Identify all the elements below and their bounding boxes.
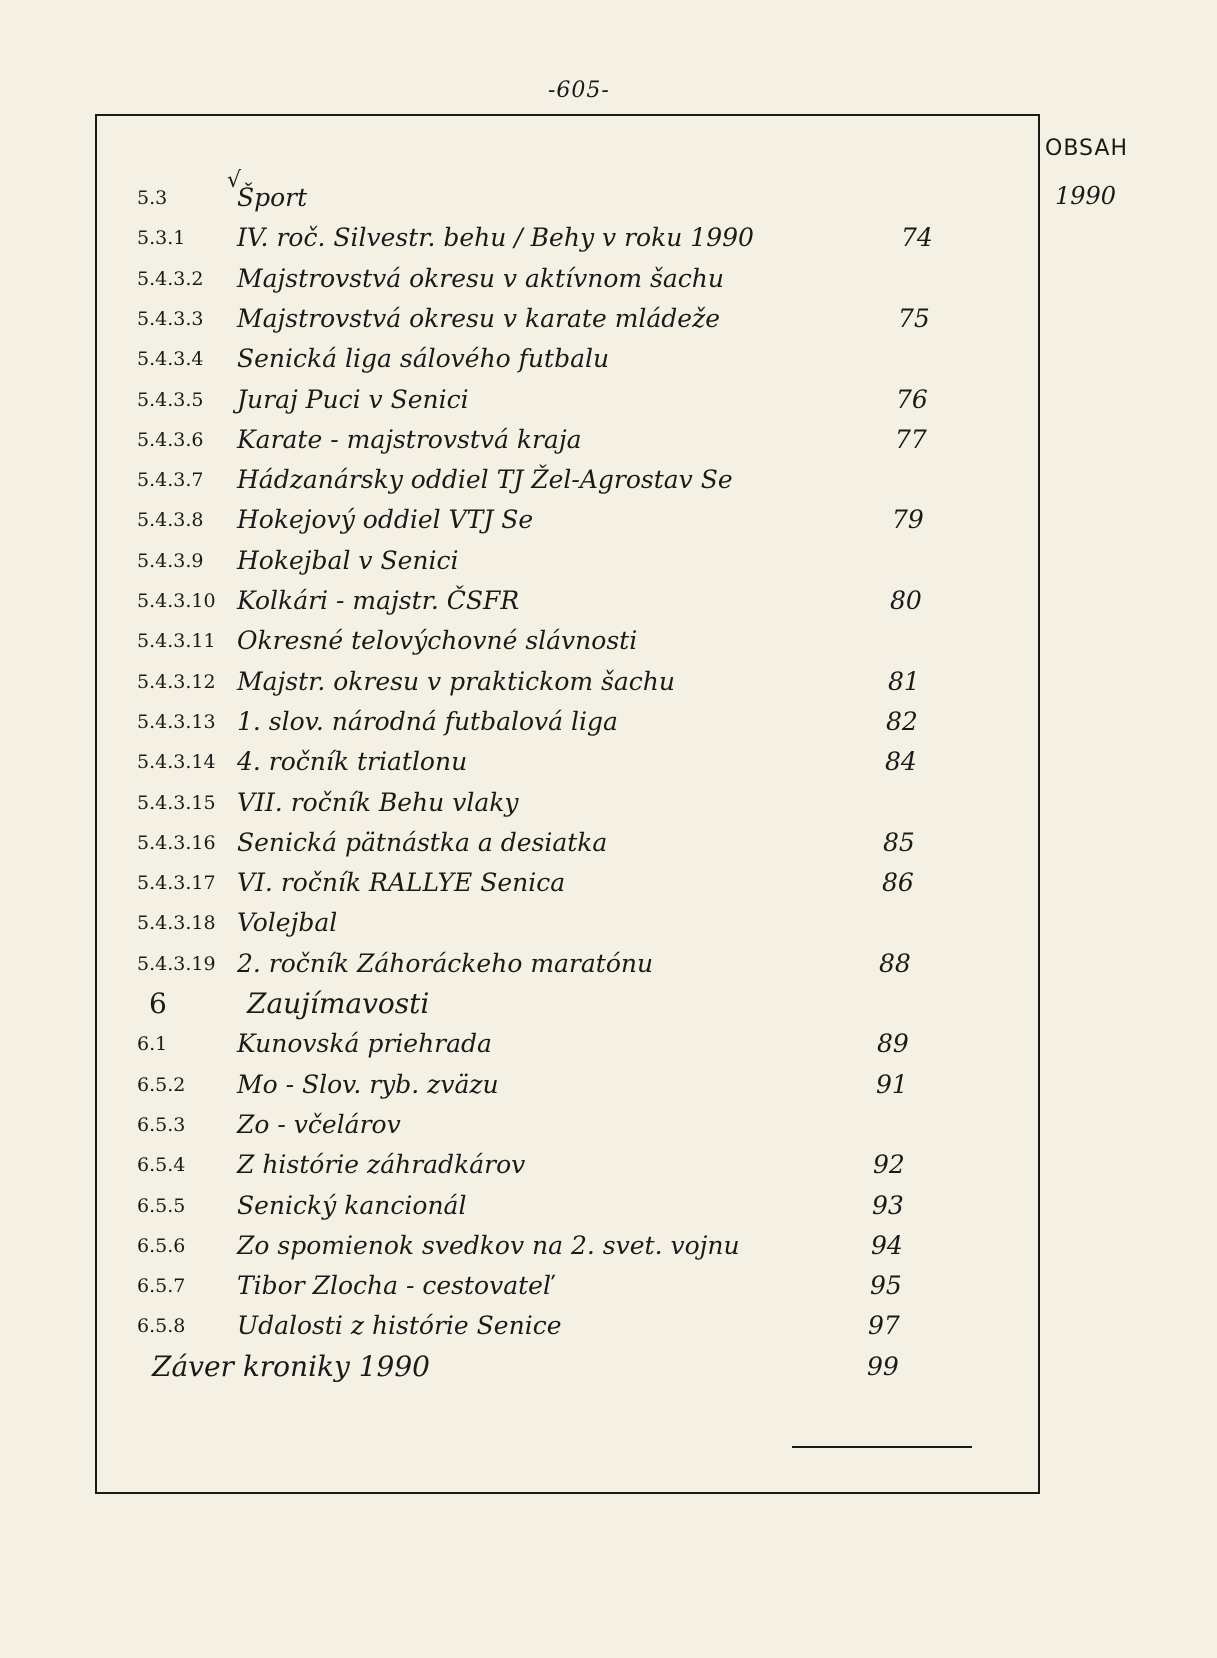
toc-entry-number: 5.4.3.9 [137,549,204,572]
toc-entry-number: 5.4.3.7 [137,469,204,492]
toc-entry-number: 5.4.3.3 [137,307,204,330]
toc-entry-number: 6.5.7 [137,1275,186,1298]
toc-entry-page: 93 [872,1190,904,1220]
toc-entry-number: 6.5.4 [137,1154,186,1177]
toc-entry-number: 6.5.2 [137,1073,186,1096]
toc-entry-title: Hokejbal v Senici [237,545,459,575]
toc-entry-page: 77 [895,424,927,454]
toc-entry-page: 75 [898,303,930,333]
toc-entry-number: 5.4.3.2 [137,267,204,290]
toc-frame [95,114,1040,1494]
toc-entry [97,218,1038,258]
toc-entry-number: 5.4.3.11 [137,630,216,653]
toc-entry [97,1306,1038,1346]
toc-entry [97,783,1038,823]
toc-entry-title: Zo - včelárov [237,1109,401,1139]
toc-entry-number: 5.4.3.13 [137,710,216,733]
toc-entry [97,178,1038,218]
toc-entry-number: 5.4.3.6 [137,428,204,451]
toc-entry-number: 6.5.3 [137,1113,186,1136]
toc-entry [97,299,1038,339]
toc-entry [97,1226,1038,1266]
toc-entry-page: 76 [896,384,928,414]
toc-entry-title: Mo - Slov. ryb. zväzu [237,1069,499,1099]
toc-entry [97,863,1038,903]
toc-entry-number: 5.4.3.16 [137,831,216,854]
toc-entry-page: 74 [901,223,933,253]
side-title: OBSAH [1045,136,1128,161]
toc-entry-title: Zaujímavosti [247,987,430,1020]
toc-entry [97,339,1038,379]
toc-entry-number: 5.4.3.17 [137,872,216,895]
toc-entry [97,742,1038,782]
toc-entry [97,460,1038,500]
toc-entry [97,541,1038,581]
page-number: -605- [548,78,610,103]
toc-entry-title: Z histórie záhradkárov [237,1150,526,1180]
toc-entry-page: 91 [876,1069,908,1099]
toc-entry-page: 94 [871,1230,903,1260]
toc-entry-title: Kolkári - majstr. ČSFR [237,586,520,615]
toc-entry-page: 81 [888,666,920,696]
toc-entry-title: Senická pätnástka a desiatka [237,827,608,857]
toc-entry [97,662,1038,702]
toc-entry-number: 5.4.3.15 [137,791,216,814]
toc-entry-page: 92 [873,1150,905,1180]
toc-entry [97,1266,1038,1306]
toc-entry-page: 95 [870,1271,902,1301]
toc-entry-title: Juraj Puci v Senici [237,384,469,414]
toc-entry [97,1347,1038,1387]
toc-entry [97,984,1038,1024]
toc-entry [97,621,1038,661]
toc-entry [97,1186,1038,1226]
toc-entry-number: 6 [149,987,167,1020]
toc-entry-number: 5.4.3.8 [137,509,204,532]
toc-entry-title: Senický kancionál [237,1190,467,1220]
toc-entry [97,823,1038,863]
toc-entry-title: Hokejový oddiel VTJ Se [237,505,534,535]
toc-entry-number: 5.3.1 [137,227,186,250]
table-of-contents [97,116,1038,1492]
toc-entry-page: 80 [890,586,922,615]
toc-entry-title: Senická liga sálového futbalu [237,344,610,374]
toc-entry-title: VI. ročník RALLYE Senica [237,868,566,898]
toc-entry-page: 79 [892,505,924,535]
toc-entry-number: 5.4.3.14 [137,751,216,774]
toc-entry-number: 5.4.3.12 [137,670,216,693]
toc-entry-number: 6.1 [137,1033,168,1056]
toc-entry-title: 1. slov. národná futbalová liga [237,706,618,736]
toc-entry [97,380,1038,420]
toc-entry-page: 89 [877,1029,909,1059]
toc-entry-number: 5.4.3.19 [137,952,216,975]
check-mark: √ [227,168,242,193]
toc-entry [97,581,1038,621]
toc-entry-title: Okresné telovýchovné slávnosti [237,626,638,656]
toc-entry-page: 85 [883,827,915,857]
toc-entry-title: Záver kroniky 1990 [152,1349,430,1383]
toc-entry [97,1145,1038,1185]
toc-entry-page: 86 [882,868,914,898]
toc-entry [97,420,1038,460]
toc-entry-title: Karate - majstrovstvá kraja [237,424,582,454]
toc-entry [97,1024,1038,1064]
toc-entry-title: Hádzanársky oddiel TJ Žel-Agrostav Se [237,465,733,495]
toc-entry [97,903,1038,943]
toc-entry-title: Majstr. okresu v praktickom šachu [237,666,675,696]
toc-entry-number: 5.4.3.4 [137,348,204,371]
toc-entry-page: 84 [885,747,917,777]
toc-entry-title: 2. ročník Záhoráckeho maratónu [237,948,654,978]
toc-entry-number: 6.5.5 [137,1194,186,1217]
toc-entry [97,702,1038,742]
toc-entry-number: 5.4.3.5 [137,388,204,411]
end-rule [792,1446,972,1448]
toc-entry-title: VII. ročník Behu vlaky [237,787,519,817]
toc-entry-number: 5.3 [137,187,168,209]
toc-entry [97,500,1038,540]
toc-entry-title: Kunovská priehrada [237,1029,492,1059]
toc-entry-title: Tibor Zlocha - cestovateľ [237,1271,553,1301]
toc-entry [97,1105,1038,1145]
toc-entry-title: Volejbal [237,908,338,938]
toc-entry-page: 97 [868,1311,900,1341]
toc-entry-title: IV. roč. Silvestr. behu / Behy v roku 1990 [237,223,754,253]
toc-entry-title: 4. ročník triatlonu [237,747,468,777]
side-year: 1990 [1055,182,1117,210]
toc-entry-title: Šport [237,183,308,212]
toc-entry-page: 99 [867,1351,899,1381]
toc-entry-page: 88 [879,948,911,978]
toc-entry-number: 5.4.3.10 [137,590,216,612]
toc-entry [97,944,1038,984]
toc-entry-number: 6.5.8 [137,1315,186,1338]
toc-entry-title: Majstrovstvá okresu v karate mládeže [237,303,721,333]
toc-entry-title: Zo spomienok svedkov na 2. svet. vojnu [237,1230,740,1260]
toc-entry [97,1065,1038,1105]
toc-entry [97,259,1038,299]
toc-entry-number: 6.5.6 [137,1234,186,1257]
toc-entry-page: 82 [886,706,918,736]
toc-entry-title: Udalosti z histórie Senice [237,1311,562,1341]
toc-entry-number: 5.4.3.18 [137,912,216,935]
toc-entry-title: Majstrovstvá okresu v aktívnom šachu [237,263,724,293]
